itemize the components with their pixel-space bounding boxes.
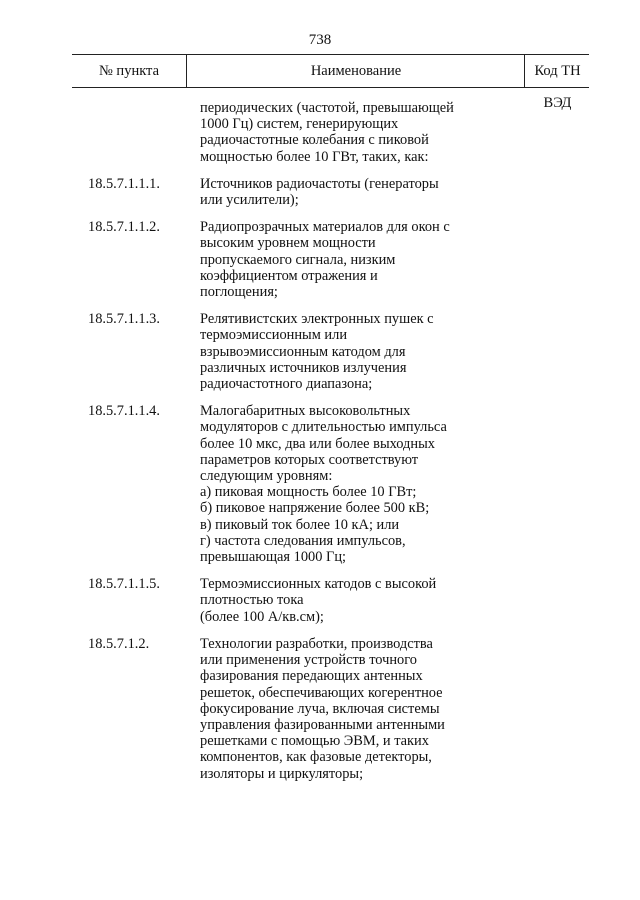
table-row xyxy=(0,176,640,208)
item-number: 18.5.7.1.1.3. xyxy=(88,311,160,328)
item-number: 18.5.7.1.1.4. xyxy=(88,403,160,420)
header-name: Наименование xyxy=(186,55,525,87)
header-code: Код ТН ВЭД xyxy=(524,55,590,87)
page-number: 738 xyxy=(308,32,332,48)
item-name: Радиопрозрачных материалов для окон с высоким уровнем мощности пропускаемого сигнала, низким коэффициентом отражения и поглощения; xyxy=(200,219,450,301)
table-row xyxy=(0,636,640,782)
item-number: 18.5.7.1.2. xyxy=(88,635,150,652)
item-name: Релятивистских электронных пушек с термоэмиссионным или взрывоэмиссионным катодом для различных источников излучения радиочастотного диапазона; xyxy=(200,311,434,393)
header-item-number: № пункта xyxy=(98,63,160,79)
item-number: 18.5.7.1.1.1. xyxy=(88,175,160,192)
item-name: Источников радиочастоты (генераторы или усилители); xyxy=(200,175,439,209)
item-name: периодических (частотой, превышающей 1000 Гц) систем, генерирующих радиочастотные колебания с пиковой мощностью более 10 ГВт, таких, как: xyxy=(200,100,454,165)
table-row xyxy=(0,219,640,300)
table-row xyxy=(0,576,640,625)
table-body xyxy=(0,100,640,793)
item-name: Технологии разработки, производства или применения устройств точного фазирования передающих антенных решеток, обеспечивающих когерентное фокусирование луча, включая системы управления фазированными антенными решетками с помощью ЭВМ, и таких компонентов, как фазовые детекторы, изоляторы и циркуляторы; xyxy=(200,635,445,782)
table-row xyxy=(0,403,640,565)
table-row xyxy=(0,100,640,165)
item-name: Малогабаритных высоковольтных модуляторов с длительностью импульса более 10 мкс, два или более выходных параметров которых соответствуют следующим уровням: а) пиковая мощность более 10 ГВт; б) пиковое напряжение более 500 кВ; в) пиковый ток более 10 кА; или г) частота следования импульсов, превышающая 1000 Гц; xyxy=(200,403,447,566)
item-name: Термоэмиссионных катодов с высокой плотностью тока (более 100 А/кв.см); xyxy=(200,576,437,625)
table-row xyxy=(0,311,640,392)
item-number: 18.5.7.1.1.5. xyxy=(88,576,160,593)
item-number: 18.5.7.1.1.2. xyxy=(88,219,160,236)
table-header xyxy=(72,54,589,111)
